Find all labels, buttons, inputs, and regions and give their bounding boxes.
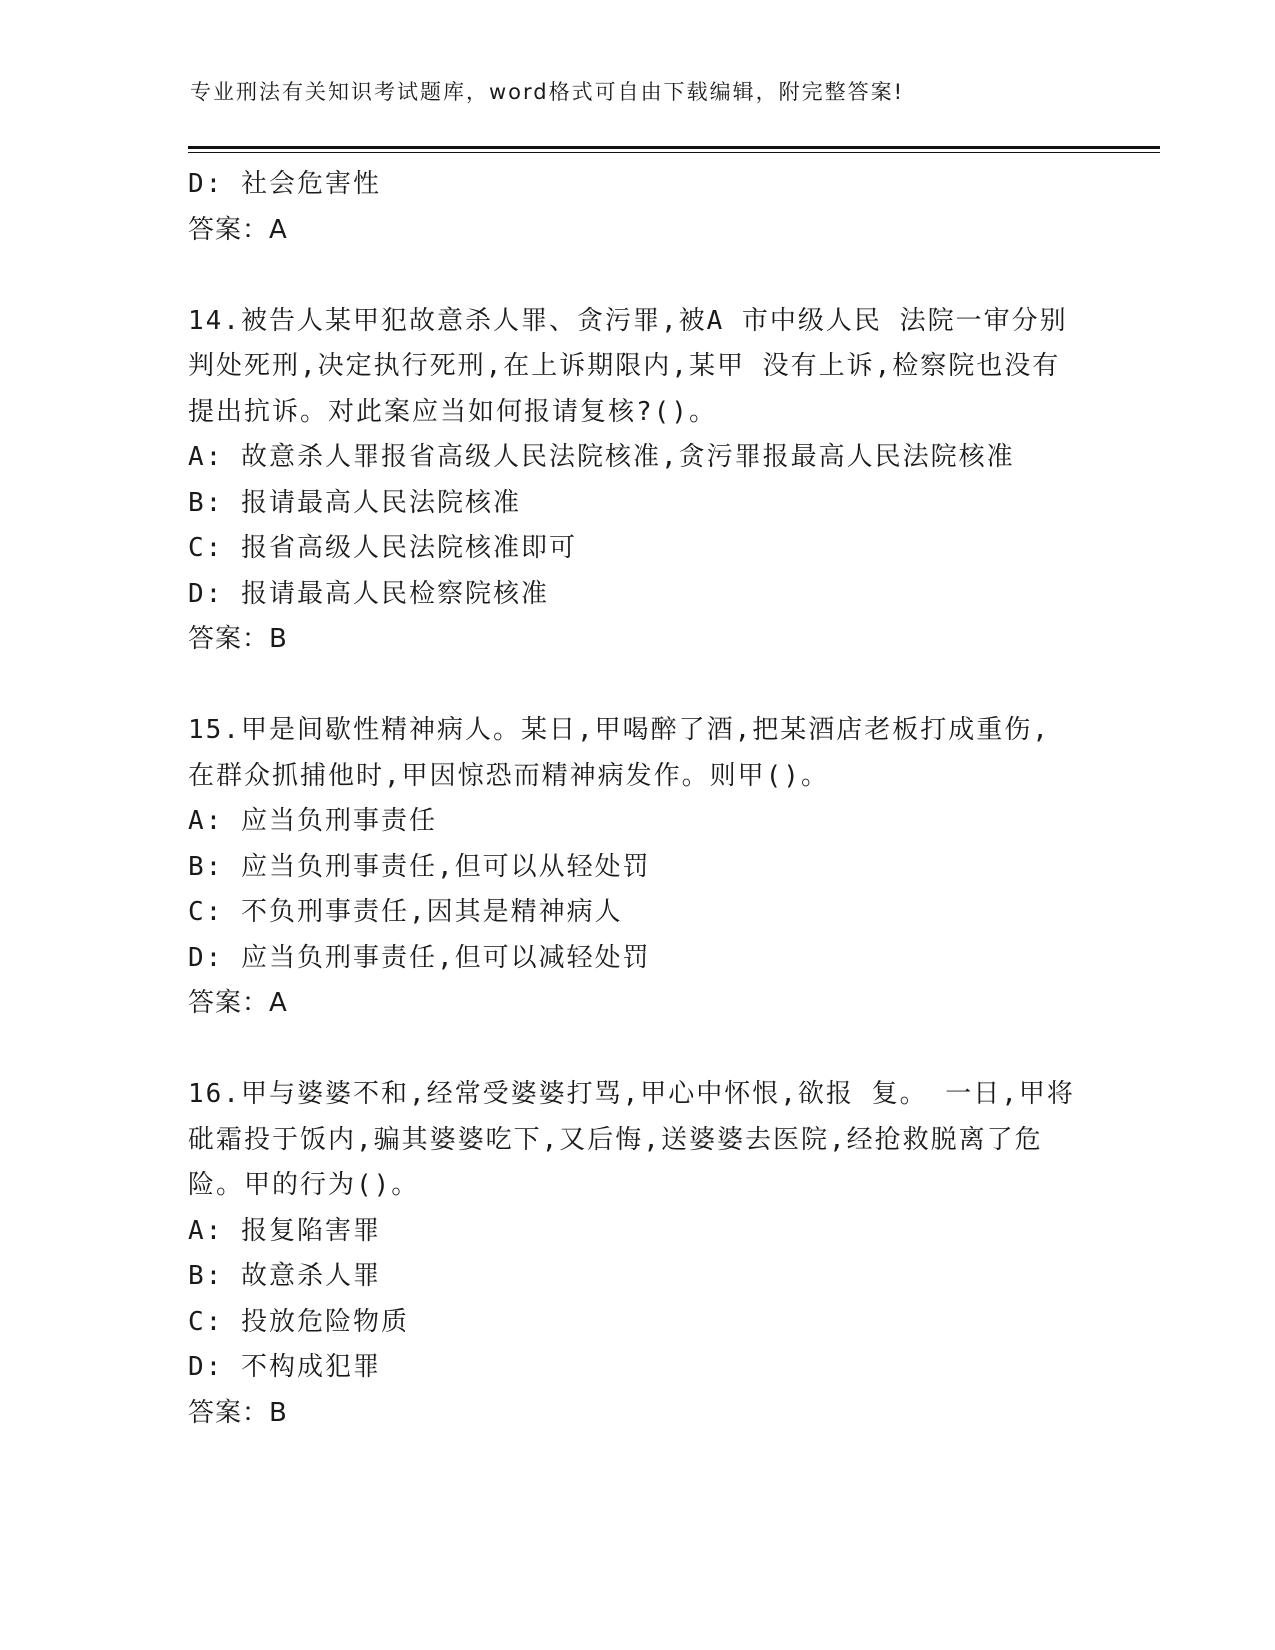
- question-16: [188, 1072, 1088, 1436]
- spacer: [188, 1027, 1088, 1073]
- question-stem-line: 15.甲是间歇性精神病人。某日,甲喝醉了酒,把某酒店老板打成重伤,: [188, 715, 1050, 745]
- answer: 答案：A: [188, 214, 288, 245]
- option-d: D: 报请最高人民检察院核准: [188, 578, 549, 609]
- question-stem-line: 14.被告人某甲犯故意杀人罪、贪污罪,被A 市中级人民 法院一审分别: [188, 305, 1068, 336]
- header-rule-thin: [188, 152, 1160, 153]
- question-stem-line: 提出抗诉。对此案应当如何报请复核?()。: [188, 396, 717, 427]
- option-c: C: 不负刑事责任,因其是精神病人: [188, 897, 623, 927]
- option-d: D: 不构成犯罪: [188, 1352, 381, 1382]
- question-list: [188, 162, 1088, 1436]
- header-rule-thick: [188, 146, 1160, 149]
- question-stem-line: 砒霜投于饭内,骗其婆婆吃下,又后悔,送婆婆去医院,经抢救脱离了危: [188, 1124, 1043, 1155]
- option-b: B: 故意杀人罪: [188, 1261, 381, 1291]
- option-c: C: 报省高级人民法院核准即可: [188, 533, 577, 563]
- answer: 答案：A: [188, 988, 288, 1018]
- answer: 答案：B: [188, 624, 288, 654]
- page-header: 专业刑法有关知识考试题库，word格式可自由下载编辑，附完整答案!: [190, 80, 905, 104]
- question-stem-line: 在群众抓捕他时,甲因惊恐而精神病发作。则甲()。: [188, 760, 829, 791]
- question-stem-line: 判处死刑,决定执行死刑,在上诉期限内,某甲 没有上诉,检察院也没有: [188, 351, 1061, 381]
- answer: 答案：B: [188, 1397, 288, 1428]
- option-d: D: 应当负刑事责任,但可以减轻处罚: [188, 942, 651, 973]
- option-a: A: 故意杀人罪报省高级人民法院核准,贪污罪报最高人民法院核准: [188, 442, 1015, 472]
- question-15: [188, 708, 1088, 1027]
- option-a: A: 应当负刑事责任: [188, 806, 437, 836]
- question-stem-line: 险。甲的行为()。: [188, 1170, 420, 1200]
- question-14: [188, 299, 1088, 663]
- option-a: A: 报复陷害罪: [188, 1215, 381, 1246]
- option-d: D: 社会危害性: [188, 169, 381, 199]
- spacer: [188, 253, 1088, 299]
- option-c: C: 投放危险物质: [188, 1306, 409, 1337]
- option-b: B: 报请最高人民法院核准: [188, 487, 521, 518]
- spacer: [188, 663, 1088, 709]
- option-b: B: 应当负刑事责任,但可以从轻处罚: [188, 851, 651, 882]
- question-stem-line: 16.甲与婆婆不和,经常受婆婆打骂,甲心中怀恨,欲报 复。 一日,甲将: [188, 1079, 1075, 1109]
